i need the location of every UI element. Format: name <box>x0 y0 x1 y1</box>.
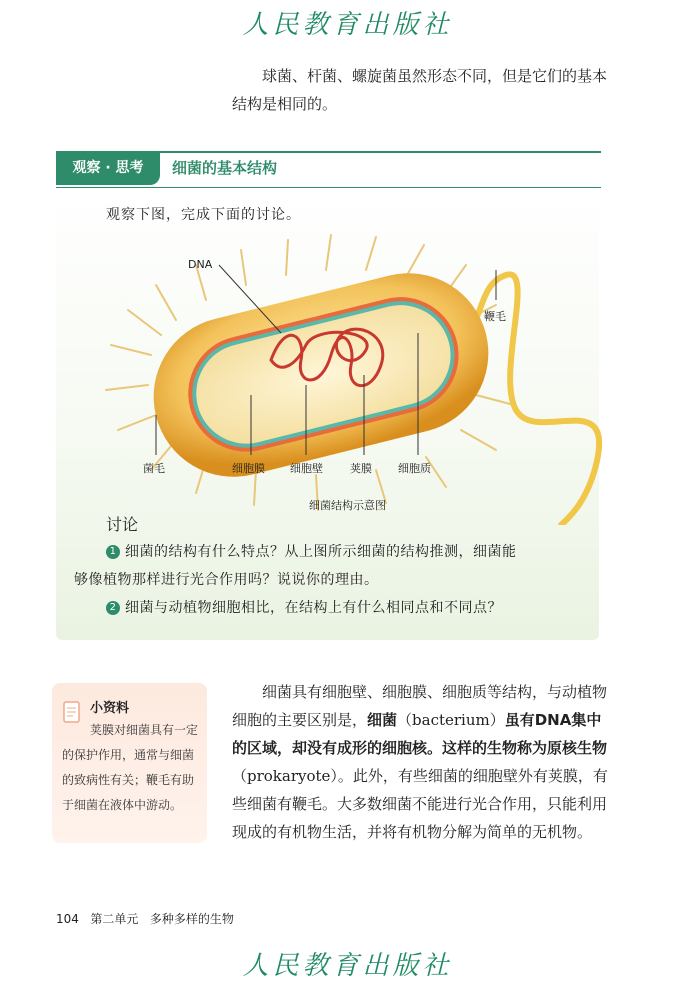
body-bold-2: 虽有DNA集中的区域，却没有成形的细胞核。这样的生物称为原核生物 <box>232 711 608 757</box>
question-1-cont: 够像植物那样进行光合作用吗？说说你的理由。 <box>74 572 379 588</box>
page-number: 104 <box>56 912 79 926</box>
label-dna: DNA <box>188 258 213 271</box>
unit-label: 第二单元 <box>90 912 139 926</box>
question-number: 2 <box>106 601 120 615</box>
note-title: 小资料 <box>90 701 130 716</box>
question-number: 1 <box>106 545 120 559</box>
label-capsule: 荚膜 <box>350 462 372 475</box>
page-footer <box>56 910 234 927</box>
label-flagellum: 鞭毛 <box>484 310 506 323</box>
bacterium-diagram <box>56 225 626 525</box>
label-cytoplasm: 细胞质 <box>398 462 431 475</box>
section-title: 细菌的基本结构 <box>172 159 278 177</box>
question-text: 细菌与动植物细胞相比，在结构上有什么相同点和不同点？ <box>125 600 502 616</box>
question-text: 细菌的结构有什么特点？从上图所示细菌的结构推测，细菌能 <box>125 544 517 560</box>
label-cell-wall: 细胞壁 <box>290 462 323 475</box>
section-tag: 观察 · 思考 <box>56 151 160 185</box>
observe-instruction: 观察下图，完成下面的讨论。 <box>106 207 301 223</box>
label-pili: 菌毛 <box>143 462 165 475</box>
body-text-2: （bacterium） <box>397 711 505 729</box>
question-2 <box>106 594 596 622</box>
label-cell-membrane: 细胞膜 <box>232 462 265 475</box>
unit-title: 多种多样的生物 <box>149 912 234 926</box>
publisher-header: 人民教育出版社 <box>242 10 453 40</box>
question-1 <box>106 538 596 566</box>
flagellum <box>456 274 599 525</box>
body-paragraph <box>232 678 612 846</box>
note-text: 荚膜对细菌具有一定的保护作用，通常与细菌的致病性有关；鞭毛有助于细菌在液体中游动。 <box>62 723 199 812</box>
discussion-title: 讨论 <box>106 515 139 534</box>
intro-paragraph: 球菌、杆菌、螺旋菌虽然形态不同，但是它们的基本结构是相同的。 <box>232 67 608 113</box>
body-bold-1: 细菌 <box>367 711 398 729</box>
body-text-3: （prokaryote）。此外，有些细菌的细胞壁外有荚膜，有些细菌有鞭毛。大多数细菌不能进行光合作用，只能利用现成的有机物生活，并将有机物分解为简单的无机物。 <box>232 767 608 841</box>
publisher-footer: 人民教育出版社 <box>242 951 453 981</box>
figure-caption: 细菌结构示意图 <box>309 499 386 512</box>
body-text-1: 细菌具有细胞壁、细胞膜、细胞质等结构，与动植物细胞的主要区别是， <box>232 683 608 729</box>
